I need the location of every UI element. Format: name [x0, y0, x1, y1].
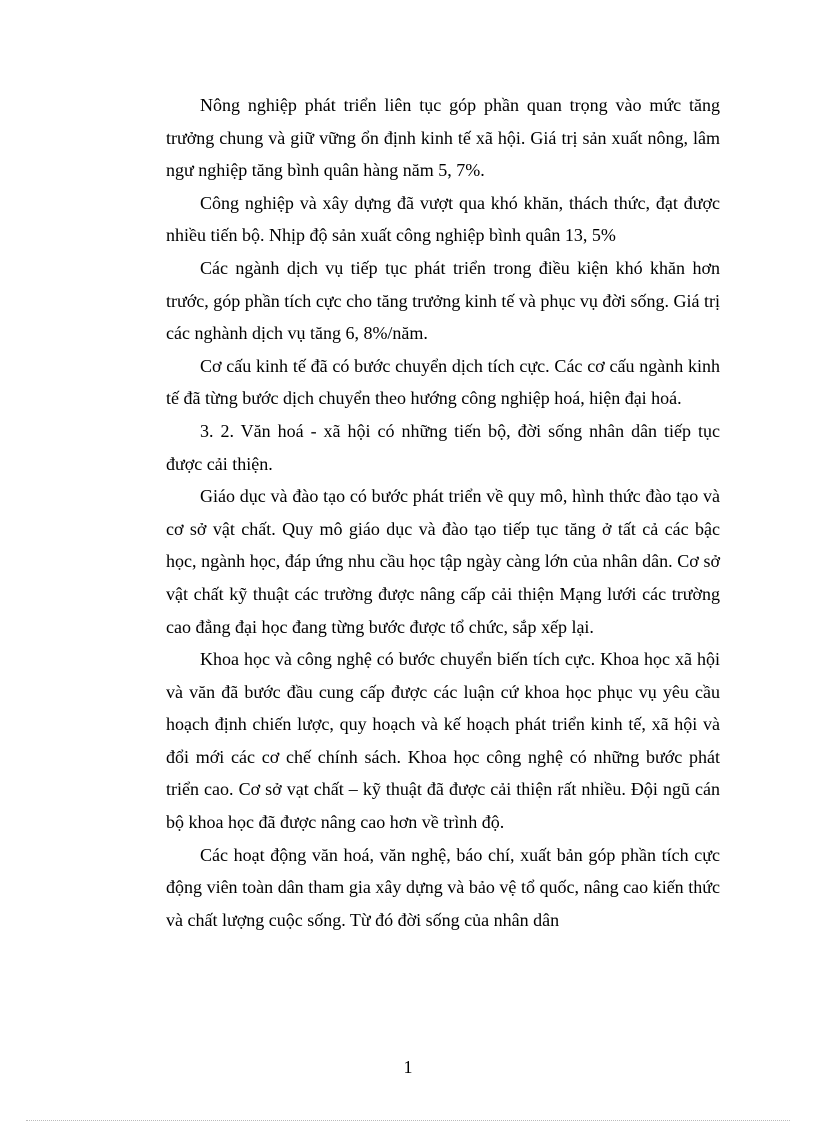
paragraph-agriculture: Nông nghiệp phát triển liên tục góp phần quan trọng vào mức tăng trưởng chung và giữ vững ổn định kinh tế xã hội. Giá trị sản xuất nông, lâm ngư nghiệp tăng bình quân hàng năm 5, 7%. — [166, 95, 720, 181]
page-bottom-divider — [26, 1120, 790, 1121]
paragraph-economic-structure: Cơ cấu kinh tế đã có bước chuyển dịch tích cực. Các cơ cấu ngành kinh tế đã từng bước dịch chuyển theo hướng công nghiệp hoá, hiện đại hoá. — [166, 355, 720, 409]
body-text — [166, 89, 720, 936]
paragraph-services: Các ngành dịch vụ tiếp tục phát triển trong điều kiện khó khăn hơn trước, góp phần tích cực cho tăng trưởng kinh tế và phục vụ đời sống. Giá trị các nghành dịch vụ tăng 6, 8%/năm. — [166, 257, 720, 344]
section-heading-culture-society: 3. 2. Văn hoá - xã hội có những tiến bộ, đời sống nhân dân tiếp tục được cải thiện. — [166, 420, 720, 474]
paragraph-cultural-activities: Các hoạt động văn hoá, văn nghệ, báo chí, xuất bản góp phần tích cực động viên toàn dân tham gia xây dựng và bảo vệ tổ quốc, nâng cao kiến thức và chất lượng cuộc sống. Từ đó đời sống của nhân dân — [166, 844, 720, 930]
paragraph-industry: Công nghiệp và xây dựng đã vượt qua khó khăn, thách thức, đạt được nhiều tiến bộ. Nhịp độ sản xuất công nghiệp bình quân 13, 5% — [166, 192, 720, 246]
paragraph-science-technology: Khoa học và công nghệ có bước chuyển biến tích cực. Khoa học xã hội và văn đã bước đầu cung cấp được các luận cứ khoa học phục vụ yêu cầu hoạch định chiến lược, quy hoạch và kế hoạch phát triển kinh tế, xã hội và đổi mới các cơ chế chính sách. Khoa học công nghệ có những bước phát triển cao. Cơ sở vạt chất – kỹ thuật đã được cải thiện rất nhiều. Đội ngũ cán bộ khoa học đã được nâng cao hơn về trình độ. — [166, 649, 720, 833]
page-number: 1 — [403, 1057, 413, 1077]
paragraph-education: Giáo dục và đào tạo có bước phát triển về quy mô, hình thức đào tạo và cơ sở vật chất. Quy mô giáo dục và đào tạo tiếp tục tăng ở tất cả các bậc học, ngành học, đáp ứng nhu cầu học tập ngày càng lớn của nhân dân. Cơ sở vật chất kỹ thuật các trường được nâng cấp cải thiện Mạng lưới các trường cao đẳng đại học đang từng bước được tổ chức, sắp xếp lại. — [166, 486, 720, 637]
